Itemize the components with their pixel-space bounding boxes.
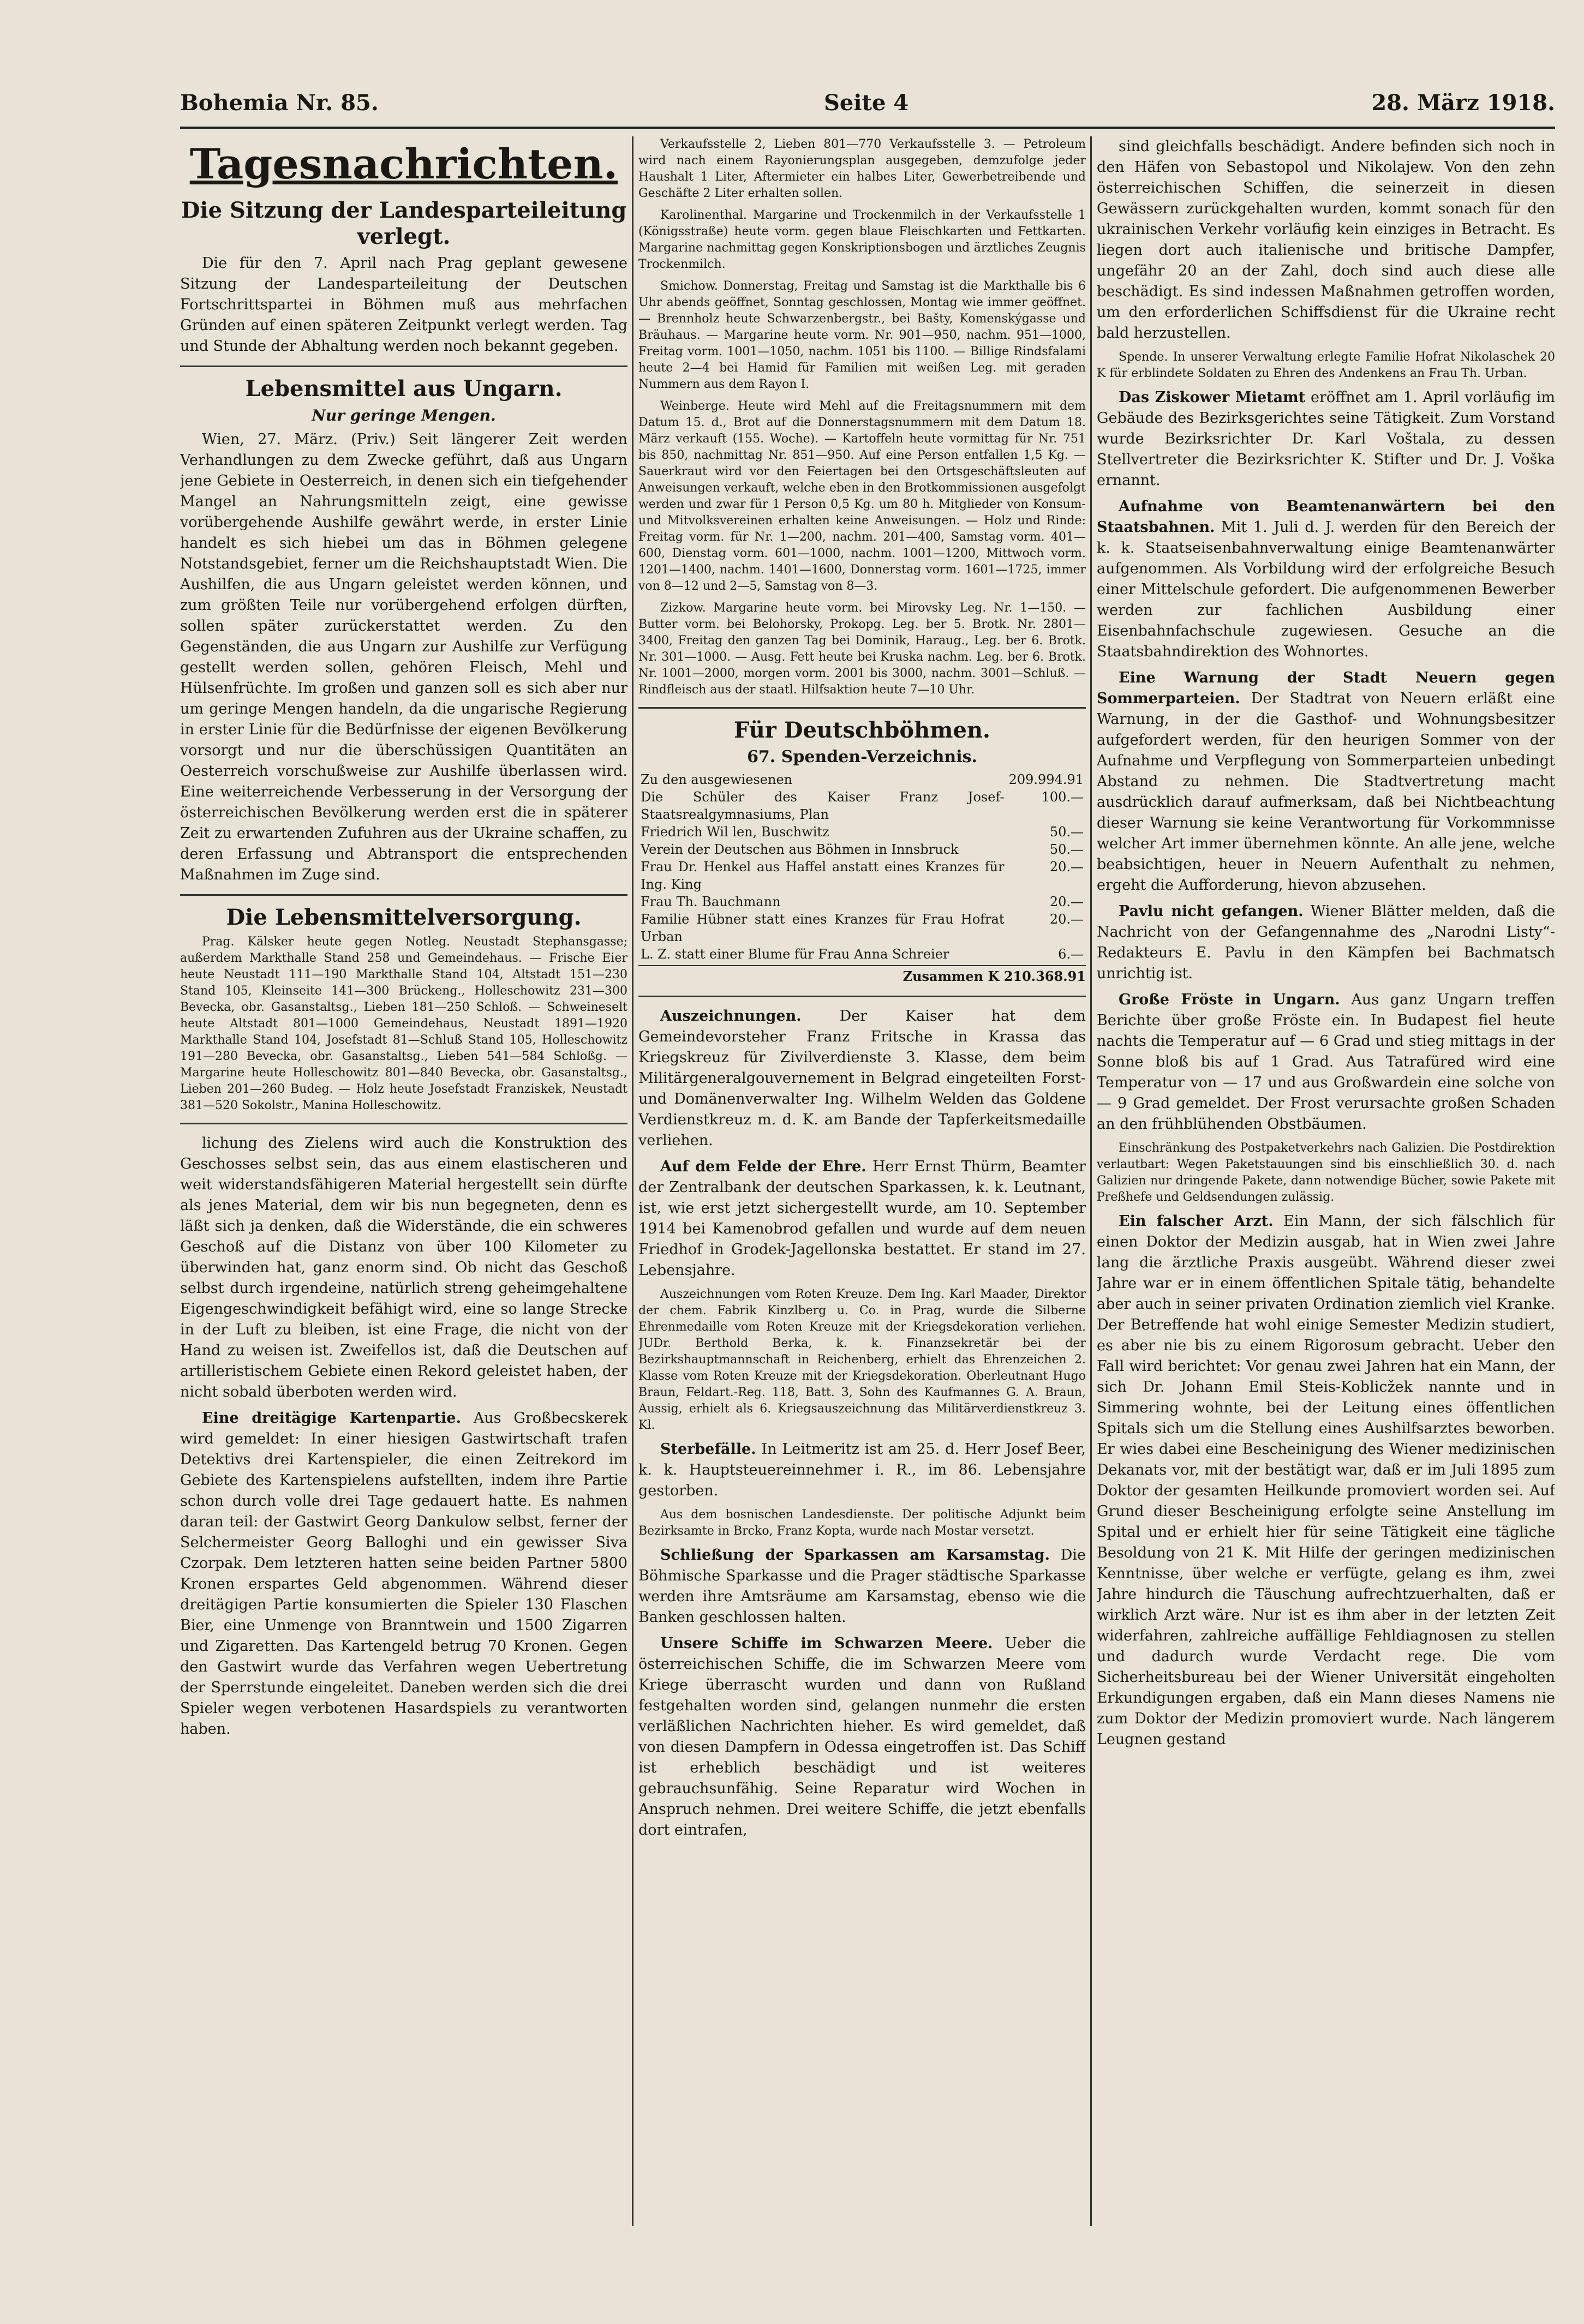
article-title: Das Ziskower Mietamt [1119,389,1306,406]
divider [180,894,627,896]
article-text: Prag. Kälsker heute gegen Notleg. Neustadt Stephansgasse; außerdem Markthalle Stand 258 und Gemeindehaus. — Frische Eier heute Neustadt 111—190 Markthalle Stand 104, Altstadt 151—230 Stand 105, Kleinseite 141—300 Brückeng., Holleschowitz 231—300 Bevecka, obr. Gasanstaltsg., Lieben 181—250 Schloß. — Schweineselt heute Altstadt 801—1000 Gemeindehaus, Neustadt 1891—1920 Markthalle Stand 104, Josefstadt 81—Schluß Stand 105, Holleschowitz 191—280 Bevecka, obr. Gasanstaltsg., Lieben 541—584 Schloßg. — Margarine heute Holleschowitz 801—840 Bevecka, obr. Gasanstaltsg., Lieben 201—260 Budeg. — Holz heute Josefstadt Franziskek, Neustadt 381—520 Sokolstr., Manina Holleschowitz. [180,935,627,1112]
donation-amount: 100.— [1041,789,1084,805]
donation-amount: 50.— [1049,824,1084,840]
column-2 [638,136,1086,2226]
article-text: Spende. In unserer Verwaltung erlegte Familie Hofrat Nikolaschek 20 K für erblindete Soldaten zu Ehren des Andenkens an Frau Th. Urban. [1097,350,1555,380]
donor-name: Familie Hübner statt eines Kranzes für Frau Hofrat Urban [641,912,1005,944]
article-text: Aus Großbecskerek wird gemeldet: In einer hiesigen Gastwirtschaft trafen Detektivs drei Kartenspieler, die einen Zeitrekord im Gebiete des Kartenspielens aufstellten, indem ihre Partie schon durch volle drei Tage gedauert hatte. Es nahmen daran teil: der Gastwirt Georg Dankulow selbst, ferner der Selchermeister Georg Balloghi und ein gewisser Siva Czorpak. Dem letzteren hatten seine beiden Partner 5800 Kronen erspartes Geld abgenommen. Während dieser dreitägigen Partie konsumierten die Spieler 130 Flaschen Bier, eine Unmenge von Branntwein und 1500 Zigarren und Zigaretten. Das Kartengeld betrug 70 Kronen. Gegen den Gastwirt wurde das Verfahren wegen Uebertretung der Sperrstunde eingeleitet. Daneben werden sich die drei Spieler wegen verbotenen Hasardspiels zu verantworten haben. [180,1410,627,1738]
column-separator [632,136,633,2226]
column-separator [1090,136,1092,2226]
table-row [638,823,1086,841]
donor-name: Zu den ausgewiesenen [641,772,793,787]
donor-name: Die Schüler des Kaiser Franz Josef-Staatsrealgymnasiums, Plan [641,789,1005,822]
article-text: Weinberge. Heute wird Mehl auf die Freitagsnummern mit dem Datum 15. d., Brot auf die Donnerstagsnummern mit dem Datum 18. März verkauft (155. Woche). — Kartoffeln heute vormittag für Nr. 751 bis 850, nachmittag Nr. 851—950. Auf eine Person entfallen 1,5 Kg. — Sauerkraut wird vor den Feiertagen bei den Ortsgeschäftsleuten auf Anweisungen verkauft, welche eben in den Brotkommissionen ausgefolgt werden und zwar für 1 Person 0,5 Kg. um 80 h. Mitglieder von Konsum- und Mitvolksvereinen erhalten keine Anweisungen. — Holz und Rinde: Freitag vorm. für Nr. 1—200, nachm. 201—400, Samstag vorm. 401—600, Dienstag vorm. 601—1000, nachm. 1001—1200, Mittwoch vorm. 1201—1400, nachm. 1401—1600, Donnerstag vorm. 1601—1725, immer von 8—12 und 2—5, Samstag von 8—3. [638,399,1086,593]
donation-amount: 209.994.91 [1008,772,1084,787]
table-row [638,841,1086,858]
donor-name: Frau Dr. Henkel aus Haffel anstatt eines Kranzes für Ing. King [641,859,1005,892]
article-title: Auszeichnungen. [660,1008,802,1025]
article-title: Die Lebensmittelversorgung. [226,905,582,930]
table-row [638,911,1086,945]
divider [180,366,627,367]
table-row [638,858,1086,893]
header-rule [180,127,1555,129]
table-row [638,771,1086,788]
article-text: Smichow. Donnerstag, Freitag und Samstag ist die Markthalle bis 6 Uhr abends geöffnet, Sonntag geschlossen, Montag wie immer geöffnet. — Brennholz heute Schwarzenbergstr., bei Bašty, Komenskýgasse und Bräuhaus. — Margarine heute vorm. Nr. 901—950, nachm. 951—1000, Freitag vorm. 1001—1050, nachm. 1051 bis 1100. — Billige Rindsfalami heute 2—4 bei Hamid für Familien mit weißen Leg. mit geraden Nummern aus dem Rayon I. [638,279,1086,391]
page-header [180,90,1555,123]
donor-name: Friedrich Wil len, Buschwitz [641,824,829,840]
article-title: Schließung der Sparkassen am Karsamstag. [660,1547,1050,1564]
article-text: Die Böhmische Sparkasse und die Prager städtische Sparkasse werden ihre Amtsräume am Karsamstag, ebenso wie die Banken geschlossen halten. [638,1547,1086,1626]
article-text: In Leitmeritz ist am 25. d. Herr Josef Beer, k. k. Hauptsteuereinnehmer i. R., im 86. Lebensjahre gestorben. [638,1441,1086,1499]
table-row [638,945,1086,963]
article-text: Verkaufsstelle 2, Lieben 801—770 Verkaufsstelle 3. — Petroleum wird nach einem Rayonierungsplan ausgegeben, demzufolge jeder Haushalt 1 Liter, Aftermieter ein halbes Liter, Gewerbetreibende und Geschäfte 2 Liter erhalten sollen. [638,137,1086,200]
donation-amount: 6.— [1058,947,1084,962]
column-3 [1097,136,1555,2226]
donation-total: Zusammen K 210.368.91 [638,965,1086,987]
header-issue: Bohemia Nr. 85. [180,90,379,116]
article-title: Eine dreitägige Kartenpartie. [202,1410,461,1427]
article-title: Große Fröste in Ungarn. [1119,991,1340,1008]
article-title: Auf dem Felde der Ehre. [660,1158,866,1175]
article-text: Der Kaiser hat dem Gemeindevorsteher Franz Fritsche in Krassa das Kriegskreuz für Zivilverdienste 3. Klasse, dem beim Militärgeneralgouvernement in Belgrad eingeteilten Forst- und Domänenverwalter Ing. Wilhelm Welden das Goldene Verdienstkreuz m. d. K. am Bande der Tapferkeitsmedaille verliehen. [638,1008,1086,1149]
article-text: Die für den 7. April nach Prag geplant gewesene Sitzung der Landesparteileitung der Deutschen Fortschrittspartei in Böhmen muß aus mehrfachen Gründen auf einen späteren Zeitpunkt verlegt werden. Tag und Stunde der Abhaltung werden noch bekannt gegeben. [180,255,627,355]
donation-amount: 20.— [1049,894,1084,909]
header-page-number: Seite 4 [824,90,909,116]
article-text: Karolinenthal. Margarine und Trockenmilch in der Verkaufsstelle 1 (Königsstraße) heute vorm. gegen blaue Fleischkarten und Fettkarten. Margarine nachmittag gegen Konskriptionsbogen und ärztliches Zeugnis Trockenmilch. [638,208,1086,271]
article-text: Aus ganz Ungarn treffen Berichte über große Fröste ein. In Budapest fiel heute nachts die Temperatur auf — 6 Grad und stieg mittags in der Sonne bloß bis auf 1 Grad. Aus Tatrafüred wird eine Temperatur von — 17 und aus Großwardein eine solche von — 9 Grad gemeldet. Der Frost verursachte großen Schaden an den frühblühenden Obstbäumen. [1097,991,1555,1133]
article-text: Auszeichnungen vom Roten Kreuze. Dem Ing. Karl Maader, Direktor der chem. Fabrik Kinzlberg u. Co. in Prag, wurde die Silberne Ehrenmedaille vom Roten Kreuze mit der Kriegsdekoration verliehen. JUDr. Berthold Berka, k. k. Finanzsekretär bei der Bezirkshauptmannschaft in Reichenberg, erhielt das Ehrenzeichen 2. Klasse vom Roten Kreuze mit der Kriegsdekoration. Oberleutnant Hugo Braun, Feldart.-Reg. 118, Batt. 3, Sohn des Kaufmannes G. A. Braun, Aussig, erhielt als 6. Kriegsauszeichnung das Militärverdienstkreuz 3. Kl. [638,1287,1086,1432]
article-text: sind gleichfalls beschädigt. Andere befinden sich noch in den Häfen von Sebastopol und Nikolajew. Von den zehn österreichischen Schiffen, die seinerzeit in diesen Gewässern zurückgehalten wurden, kommt sonach für den ukrainischen Verkehr vorläufig kein einziges in Betracht. Es liegen dort auch italienische und britische Dampfer, ungefähr 20 an der Zahl, doch sind auch diese alle beschädigt. Es sind indessen Maßnahmen getroffen worden, um den erforderlichen Schiffsdienst für die Ukraine recht bald herzustellen. [1097,138,1555,342]
article-text: Herr Ernst Thürm, Beamter der Zentralbank der deutschen Sparkassen, k. k. Leutnant, ist, wie erst jetzt sichergestellt wurde, am 10. September 1914 bei Kamenobrod gefallen und wurde auf dem neuen Friedhof in Grodek-Jagellonska bestattet. Er stand im 27. Lebensjahre. [638,1158,1086,1279]
article-text: Wiener Blätter melden, daß die Nachricht von der Gefangennahme des „Narodni Listy“-Redakteurs E. Pavlu in den Kämpfen bei Bachmatsch unrichtig ist. [1097,903,1555,982]
header-date: 28. März 1918. [1371,90,1555,116]
article-text: Aus dem bosnischen Landesdienste. Der politische Adjunkt beim Bezirksamte in Brcko, Franz Kopta, wurde nach Mostar versetzt. [638,1508,1086,1538]
article-text: Ein Mann, der sich fälschlich für einen Doktor der Medizin ausgab, hat in Wien zwei Jahre lang die ärztliche Praxis ausgeübt. Während dieser zwei Jahre war er in einem öffentlichen Spitale tätig, behandelte aber auch in seiner privaten Ordination ziemlich viel Kranke. Der Betreffende hat wohl einige Semester Medizin studiert, es aber nie bis zu einem Rigorosum gebracht. Ueber den Fall wird berichtet: Vor genau zwei Jahren hat ein Mann, der sich Dr. Johann Emil Steis-Koblicžek nannte und in Simmering wohnte, bei der Leitung eines öffentlichen Spitals sich um die Stellung eines Aushilfsarztes beworben. Er wies dabei eine Bescheinigung des Wiener medizinischen Dekanats vor, mit der bestätigt war, daß er im Juli 1895 zum Doktor der gesamten Heilkunde promoviert worden sei. Auf Grund dieser Bescheinigung erfolgte seine Anstellung im Spital und er erhielt hier für seine Tätigkeit eine tägliche Besoldung von 21 K. Mit Hilfe der geringen medizinischen Kenntnisse, über welche er verfügte, gelang es ihm, zwei Jahre hindurch die Täuschung aufrechtzuerhalten, daß er wirklich Arzt wäre. Nur ist es ihm aber in der letzten Zeit widerfahren, zahlreiche auffällige Fehldiagnosen zu stellen und dadurch wurde Verdacht rege. Die vom Sicherheitsbureau bei der Wiener Universität eingeholten Erkundigungen ergaben, daß ein Mann dieses Namens nie zum Doktor der Medizin promoviert wurde. Nach längerem Leugnen gestand [1097,1213,1555,1748]
article-text: Wien, 27. März. (Priv.) Seit längerer Zeit werden Verhandlungen zu dem Zwecke geführt, daß aus Ungarn jene Gebiete in Oesterreich, in denen sich ein tiefgehender Mangel an Nahrungsmitteln zeigt, eine gewisse vorübergehende Aushilfe gewährt werde, in erster Linie handelt es sich hiebei um das in Böhmen gelegene Notstandsgebiet, ferner um die Reichshauptstadt Wien. Die Aushilfen, die aus Ungarn geleistet werden können, und zum größten Teile nur vorübergehend erfolgen dürften, sollen später zurückerstattet werden. Zu den Gegenständen, die aus Ungarn zur Aushilfe zur Verfügung gestellt werden sollen, gehören Fleisch, Mehl und Hülsenfrüchte. Im großen und ganzen soll es sich aber nur um geringe Mengen handeln, da die ungarische Regierung in erster Linie für die Bedürfnisse der eigenen Bevölkerung vorsorgt und nur die überschüssigen Quantitäten an Oesterreich vorschußweise zur Aushilfe überlassen wird. Eine weiterreichende Verbesserung in der Versorgung der österreichischen Bevölkerung werden erst die in späterer Zeit zu erwartenden Zufuhren aus der Ukraine schaffen, zu deren Erfassung und Abtransport die entsprechenden Maßnahmen im Zuge sind. [180,431,627,883]
article-subtitle: Nur geringe Mengen. [312,406,496,424]
article-title: Ein falscher Arzt. [1119,1213,1274,1230]
article-text: Zizkow. Margarine heute vorm. bei Mirovsky Leg. Nr. 1—150. — Butter vorm. bei Belohorsky, Prokopg. Leg. ber 5. Brotk. Nr. 2801—3400, Freitag den ganzen Tag bei Dominik, Haraug., Leg. ber 6. Brotk. Nr. 301—1000. — Ausg. Fett heute bei Kruska nachm. Leg. ber 6. Brotk. Nr. 1001—2000, morgen vorm. 2001 bis 3000, nachm. 3001—Schluß. — Rindfleisch aus der staatl. Hilfsaktion heute 7—10 Uhr. [638,601,1086,697]
article-text: Der Stadtrat von Neuern erläßt eine Warnung, in der die Gasthof- und Wohnungsbesitzer aufgefordert werden, für den heurigen Sommer von der Aufnahme und Verpflegung von Sommerparteien unbedingt Abstand zu nehmen. Die Stadtvertretung macht ausdrücklich darauf aufmerksam, daß bei Nichtbeachtung dieser Warnung sie keine Verantwortung für Vorkommnisse welcher Art immer übernehmen könnte. An alle jene, welche beabsichtigen, heuer in Neuern Aufenthalt zu nehmen, ergeht die Aufforderung, hievon abzusehen. [1097,690,1555,894]
article-text: Mit 1. Juli d. J. werden für den Bereich der k. k. Staatseisenbahnverwaltung einige Beamtenanwärter aufgenommen. Als Vorbildung wird der erfolgreiche Besuch einer Mittelschule gefordert. Die aufgenommenen Bewerber werden zur fachlichen Ausbildung einer Eisenbahnfachschule zugewiesen. Gesuche an die Staatsbahndirektion des Wohnortes. [1097,519,1555,660]
article-title: Lebensmittel aus Ungarn. [245,376,563,402]
article-title: Sterbefälle. [660,1441,756,1458]
donor-name: Verein der Deutschen aus Böhmen in Innsbruck [641,842,959,857]
table-row [638,893,1086,911]
donation-table [638,771,1086,963]
article-text: lichung des Zielens wird auch die Konstruktion des Geschosses selbst sein, das aus einem elastischeren und weit widerstandsfähigeren Material hergestellt sein dürfte als jenes Material, dem wir bis nun begegneten, denn es läßt sich ja denken, daß die Widerstände, die ein schweres Geschoß auf die Distanz von über 100 Kilometer zu überwinden hat, ganz enorm sind. Ob nicht das Geschoß selbst durch irgendeine, natürlich streng geheimgehaltene Eigengeschwindigkeit befähigt wird, eine so lange Strecke in der Luft zu bleiben, ist eine Frage, die nicht von der Hand zu weisen ist. Zweifellos ist, daß die Deutschen auf artilleristischem Gebiete einen Rekord geleistet haben, der nicht sobald überboten werden wird. [180,1135,627,1400]
donation-amount: 20.— [1049,859,1084,875]
article-title: Die Sitzung der Landesparteileitung verlegt. [181,197,627,249]
article-text: Ueber die österreichischen Schiffe, die im Schwarzen Meere vom Kriege überrascht wurden und dann von Rußland festgehalten worden sind, gelangen nunmehr die ersten verläßlichen Nachrichten hieher. Es wird gemeldet, daß von diesen Dampfern in Odessa eingetroffen ist. Das Schiff ist erheblich beschädigt und ist weiteres gebrauchsunfähig. Seine Reparatur wird Wochen in Anspruch nehmen. Drei weitere Schiffe, die jetzt ebenfalls dort eintrafen, [638,1635,1086,1838]
article-text: eröffnet am 1. April vorläufig im Gebäude des Bezirksgerichtes seine Tätigkeit. Zum Vorstand wurde Bezirksrichter Dr. Karl Voštala, zu dessen Stellvertreter die Bezirksrichter K. Stifter und Dr. J. Voška ernannt. [1097,389,1555,489]
article-title: Aufnahme von Beamtenanwärtern bei den Staatsbahnen. [1097,498,1555,536]
fund-subtitle: 67. Spenden-Verzeichnis. [747,747,977,766]
table-row [638,788,1086,823]
divider [638,996,1086,997]
article-title: Pavlu nicht gefangen. [1119,903,1304,920]
divider [180,1123,627,1124]
section-title: Tagesnachrichten. [189,140,618,188]
donation-amount: 50.— [1049,842,1084,857]
donation-amount: 20.— [1049,912,1084,927]
fund-title: Für Deutschböhmen. [734,717,990,743]
donor-name: L. Z. statt einer Blume für Frau Anna Schreier [641,947,949,962]
donor-name: Frau Th. Bauchmann [641,894,781,909]
article-title: Eine Warnung der Stadt Neuern gegen Sommerparteien. [1097,669,1555,707]
article-text: Einschränkung des Postpaketverkehrs nach Galizien. Die Postdirektion verlautbart: Wegen Paketstauungen sind bis einschließlich 30. d. nach Galizien nur dringende Pakete, dann notwendige Bücher, sowie Pakete mit Preßhefe und Geldsendungen zulässig. [1097,1141,1555,1204]
divider [638,707,1086,709]
column-1 [180,136,627,2226]
article-title: Unsere Schiffe im Schwarzen Meere. [660,1635,993,1652]
